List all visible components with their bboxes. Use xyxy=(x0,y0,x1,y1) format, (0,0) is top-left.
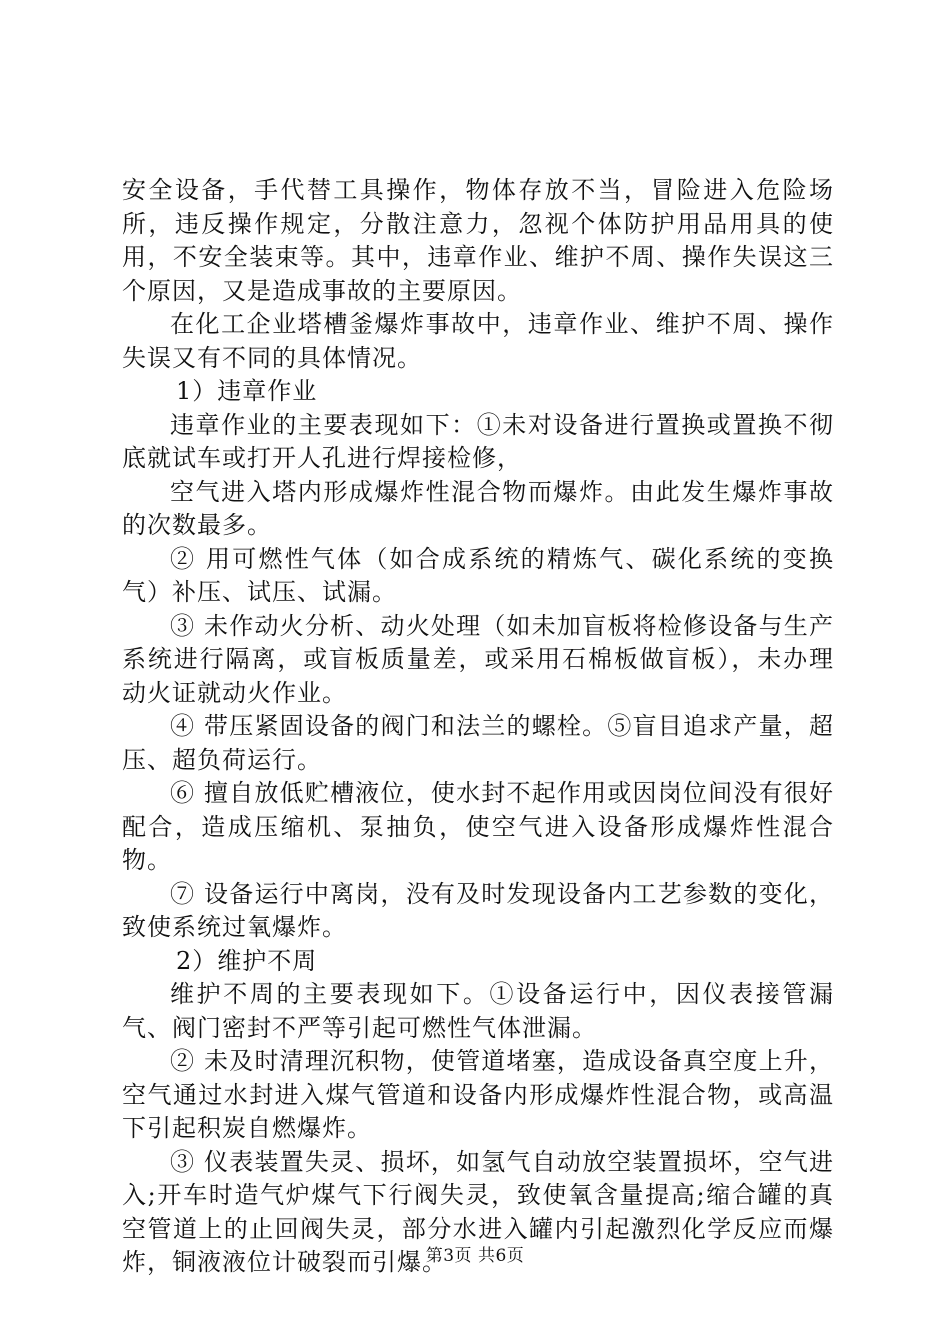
paragraph: 在化工企业塔槽釜爆炸事故中，违章作业、维护不周、操作失误又有不同的具体情况。 xyxy=(122,310,834,372)
section-heading: 2）维护不周 xyxy=(176,946,318,975)
document-body xyxy=(122,174,834,1280)
paragraph: 空气进入塔内形成爆炸性混合物而爆炸。由此发生爆炸事故的次数最多。 xyxy=(122,477,834,539)
paragraph: 维护不周的主要表现如下。①设备运行中，因仪表接管漏气、阀门密封不严等引起可燃性气体泄漏。 xyxy=(122,980,834,1042)
section-heading: 1）违章作业 xyxy=(176,377,318,405)
paragraph: 安全设备，手代替工具操作，物体存放不当，冒险进入危险场所，违反操作规定，分散注意力，忽视个体防护用品用具的使用，不安全装束等。其中，违章作业、维护不周、操作失误这三个原因，又是造成事故的主要原因。 xyxy=(122,176,834,305)
paragraph: ⑦ 设备运行中离岗，没有及时发现设备内工艺参数的变化，致使系统过氧爆炸。 xyxy=(122,879,834,941)
paragraph: ② 未及时清理沉积物，使管道堵塞，造成设备真空度上升，空气通过水封进入煤气管道和设备内形成爆炸性混合物，或高温下引起积炭自燃爆炸。 xyxy=(122,1047,834,1142)
paragraph: 违章作业的主要表现如下：①未对设备进行置换或置换不彻底就试车或打开人孔进行焊接检修， xyxy=(122,410,834,472)
paragraph: ⑥ 擅自放低贮槽液位，使水封不起作用或因岗位间没有很好配合，造成压缩机、泵抽负，使空气进入设备形成爆炸性混合物。 xyxy=(122,779,834,874)
paragraph: ③ 未作动火分析、动火处理（如未加盲板将检修设备与生产系统进行隔离，或盲板质量差，或采用石棉板做盲板），未办理动火证就动火作业。 xyxy=(122,611,834,707)
paragraph: ② 用可燃性气体（如合成系统的精炼气、碳化系统的变换气）补压、试压、试漏。 xyxy=(122,544,834,606)
paragraph: ④ 带压紧固设备的阀门和法兰的螺栓。⑤盲目追求产量，超压、超负荷运行。 xyxy=(122,712,834,774)
page-footer: 第3页 共6页 xyxy=(425,1246,525,1266)
paragraph: ③ 仪表装置失灵、损坏，如氢气自动放空装置损坏，空气进入;开车时造气炉煤气下行阀失灵，致使氧含量提高;缩合罐的真空管道上的止回阀失灵，部分水进入罐内引起激烈化学反应而爆炸，铜液液位计破裂而引爆。 xyxy=(122,1147,834,1276)
